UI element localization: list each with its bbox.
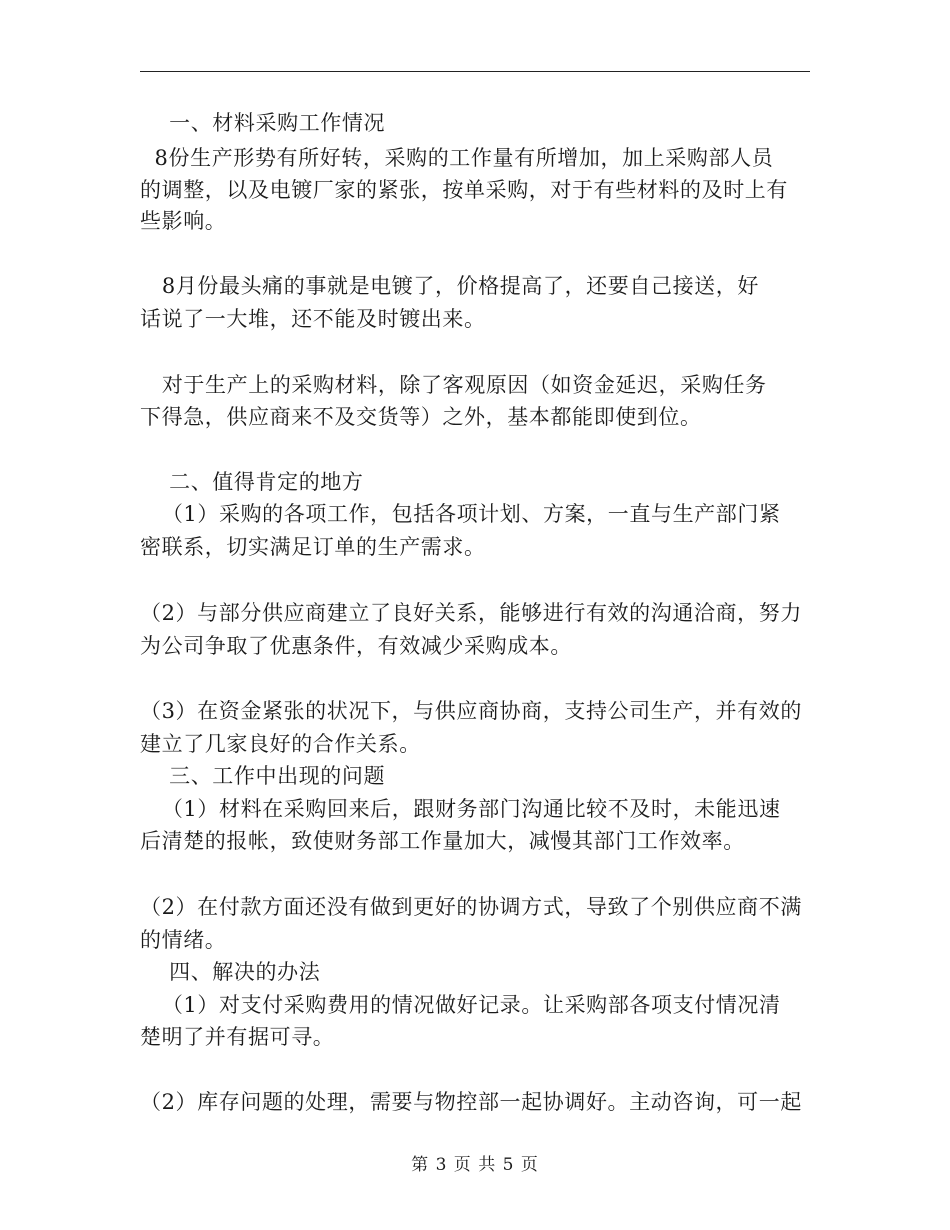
paragraph-line: 些影响。: [140, 209, 227, 233]
list-item-line: 为公司争取了优惠条件，有效减少采购成本。: [140, 634, 572, 658]
list-item-line: 楚明了并有据可寻。: [140, 1025, 335, 1049]
list-item-line: 密联系，切实满足订单的生产需求。: [140, 535, 486, 559]
list-item-line: 建立了几家良好的合作关系。: [140, 732, 421, 756]
section-heading-2: 二、值得肯定的地方: [140, 470, 364, 494]
paragraph-line: 8月份最头痛的事就是电镀了，价格提高了，还要自己接送，好: [140, 274, 759, 298]
list-item-line: （3）在资金紧张的状况下，与供应商协商，支持公司生产，并有效的: [140, 699, 802, 723]
paragraph-line: 话说了一大堆，还不能及时镀出来。: [140, 307, 486, 331]
paragraph-line: 8份生产形势有所好转，采购的工作量有所增加，加上采购部人员: [140, 146, 774, 170]
list-item-line: （2）库存问题的处理，需要与物控部一起协调好。主动咨询，可一起: [140, 1090, 802, 1114]
list-item-line: （1）材料在采购回来后，跟财务部门沟通比较不及时，未能迅速: [140, 797, 781, 821]
list-item-line: （1）对支付采购费用的情况做好记录。让采购部各项支付情况清: [140, 993, 781, 1017]
paragraph-line: 对于生产上的采购材料，除了客观原因（如资金延迟，采购任务: [140, 373, 767, 397]
list-item-line: 的情绪。: [140, 928, 227, 952]
list-item-line: （1）采购的各项工作，包括各项计划、方案，一直与生产部门紧: [140, 502, 781, 526]
paragraph-line: 下得急，供应商来不及交货等）之外，基本都能即使到位。: [140, 405, 702, 429]
section-heading-3: 三、工作中出现的问题: [140, 764, 386, 788]
section-heading-1: 一、材料采购工作情况: [140, 111, 386, 135]
header-rule: [140, 71, 810, 72]
list-item-line: 后清楚的报帐，致使财务部工作量加大，减慢其部门工作效率。: [140, 829, 745, 853]
list-item-line: （2）在付款方面还没有做到更好的协调方式，导致了个别供应商不满: [140, 895, 802, 919]
section-heading-4: 四、解决的办法: [140, 960, 321, 984]
paragraph-line: 的调整，以及电镀厂家的紧张，按单采购，对于有些材料的及时上有: [140, 178, 788, 202]
list-item-line: （2）与部分供应商建立了良好关系，能够进行有效的沟通洽商，努力: [140, 601, 802, 625]
page-number-footer: 第 3 页 共 5 页: [411, 1155, 539, 1175]
